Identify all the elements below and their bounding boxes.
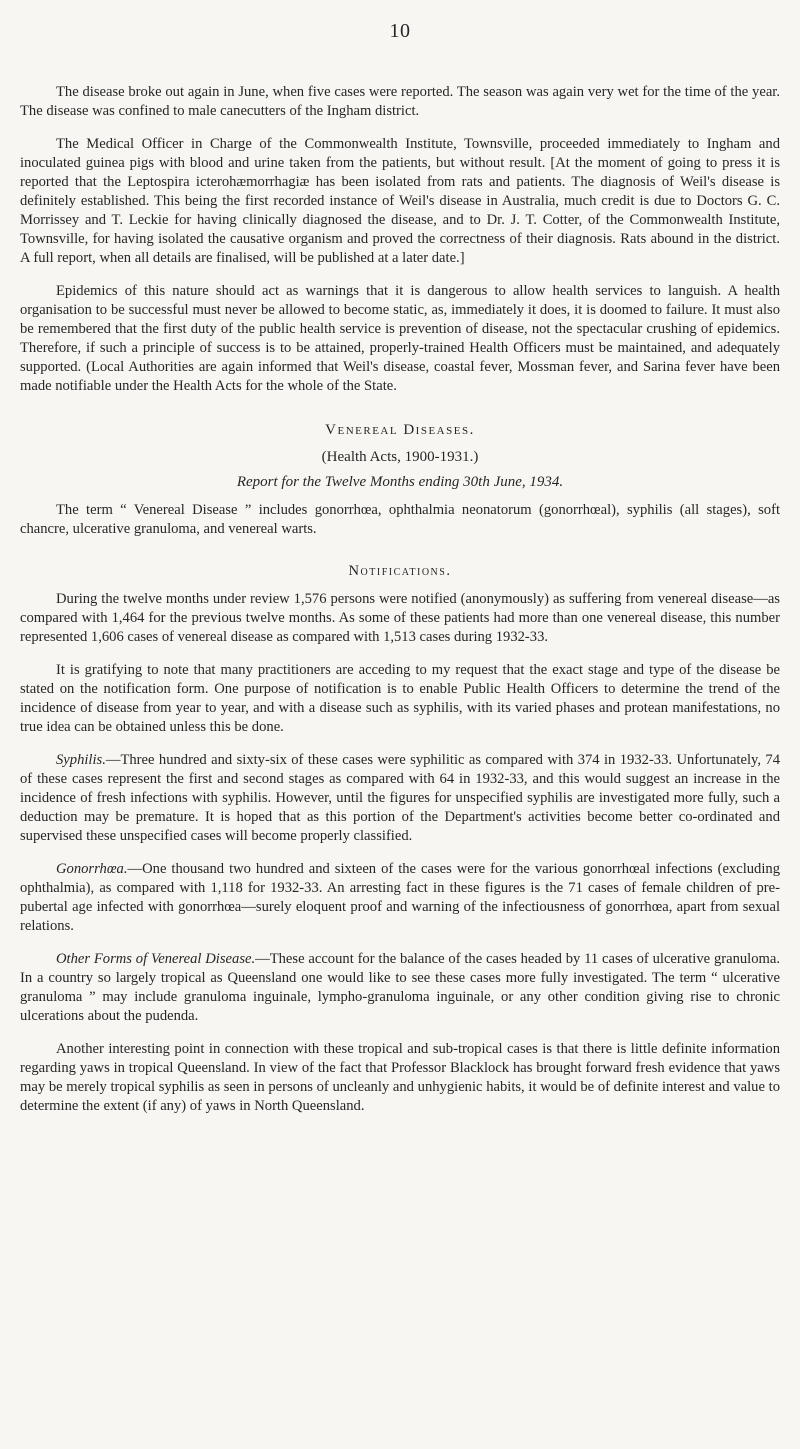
subsection-heading: Notifications. — [348, 563, 452, 579]
notifications-paragraph-1: During the twelve months under review 1,576 persons were notified (anonymously) as suffering from venereal disease—as compared with 1,464 for the previous twelve months. As some of these patients had more than one venereal disease, this number represented 1,606 cases of venereal disease as compared with 1,513 cases during 1932-33. — [20, 591, 780, 645]
gonorrhoea-paragraph — [20, 860, 780, 936]
notifications-paragraph-2: It is gratifying to note that many practitioners are acceding to my request that the exact stage and type of the disease be stated on the notification form. One purpose of notification is to enable Public Health Officers to determine the trend of the incidence of disease from year to year, and with a disease such as syphilis, with its varied phases and protean manifestations, no true idea can be obtained unless this be done. — [20, 662, 780, 735]
yaws-paragraph: Another interesting point in connection with these tropical and sub-tropical cases is that there is little definite information regarding yaws in tropical Queensland. In view of the fact that Professor Blacklock has brought forward fresh evidence that yaws may be merely tropical syphilis as seen in persons of uncleanly and unhygienic habits, it would be of definite interest and value to determine the extent (if any) of yaws in North Queensland. — [20, 1041, 780, 1114]
gonorrhoea-lead: Gonorrhœa. — [56, 861, 128, 877]
other-forms-paragraph — [20, 950, 780, 1026]
syphilis-text: —Three hundred and sixty-six of these cases were syphilitic as compared with 374 in 1932-33. Unfortunately, 74 of these cases represent the first and second stages as compared with 64 in 1932-33, and this would suggest an increase in the incidence of fresh infections with syphilis. However, until the figures for unspecified syphilis are investigated more fully, such a deduction may be premature. It is hoped that as this portion of the Department's activities become better co-ordinated and supervised these unspecified cases will become properly classified. — [20, 752, 780, 844]
other-forms-lead: Other Forms of Venereal Disease. — [56, 951, 256, 967]
section-report-title: Report for the Twelve Months ending 30th June, 1934. — [236, 474, 564, 490]
page-number: 10 — [389, 20, 411, 42]
section-heading: Venereal Diseases. — [325, 422, 475, 438]
other-forms-text: —These account for the balance of the cases headed by 11 cases of ulcerative granuloma. In a country so largely tropical as Queensland one would like to see these cases more fully investigated. The term “ ulcerative granuloma ” may include granuloma inguinale, lympho-granuloma inguinale, or any other condition giving rise to chronic ulcerations about the pudenda. — [20, 951, 780, 1024]
definition-paragraph: The term “ Venereal Disease ” includes gonorrhœa, ophthalmia neonatorum (gonorrhœal), syphilis (all stages), soft chancre, ulcerative granuloma, and venereal warts. — [20, 502, 780, 537]
intro-paragraph-2: The Medical Officer in Charge of the Commonwealth Institute, Townsville, proceeded immediately to Ingham and inoculated guinea pigs with blood and urine taken from the patients, but without result. [At the moment of going to press it is reported that the Leptospira icterohæmorrhagiæ has been isolated from rats and patients. The diagnosis of Weil's disease is definitely established. This being the first recorded instance of Weil's disease in Australia, much credit is due to Doctors G. C. Morrissey and T. Leckie for having clinically diagnosed the disease, and to Dr. J. T. Cotter, of the Commonwealth Institute, Townsville, for having isolated the causative organism and proved the correctness of their diagnosis. Rats abound in the district. A full report, when all details are finalised, will be published at a later date.] — [20, 136, 780, 266]
intro-paragraph-1: The disease broke out again in June, when five cases were reported. The season was again very wet for the time of the year. The disease was confined to male canecutters of the Ingham district. — [20, 84, 780, 119]
section-acts: (Health Acts, 1900-1931.) — [321, 449, 479, 465]
syphilis-lead: Syphilis. — [56, 752, 106, 768]
gonorrhoea-text: —One thousand two hundred and sixteen of the cases were for the various gonorrhœal infections (excluding ophthalmia), as compared with 1,118 for 1932-33. An arresting fact in these figures is the 71 cases of female children of pre-pubertal age infected with gonorrhœa—surely eloquent proof and warning of the infectiousness of gonorrhœa, apart from sexual relations. — [20, 861, 780, 934]
intro-paragraph-3: Epidemics of this nature should act as warnings that it is dangerous to allow health services to languish. A health organisation to be successful must never be allowed to become static, as, immediately it does, it is doomed to failure. It must also be remembered that the first duty of the public health service is prevention of disease, not the spectacular crushing of epidemics. Therefore, if such a principle of success is to be attained, properly-trained Health Officers must be maintained, and adequately supported. (Local Authorities are again informed that Weil's disease, coastal fever, Mossman fever, and Sarina fever have been made notifiable under the Health Acts for the whole of the State. — [20, 283, 780, 394]
syphilis-paragraph — [20, 751, 780, 846]
